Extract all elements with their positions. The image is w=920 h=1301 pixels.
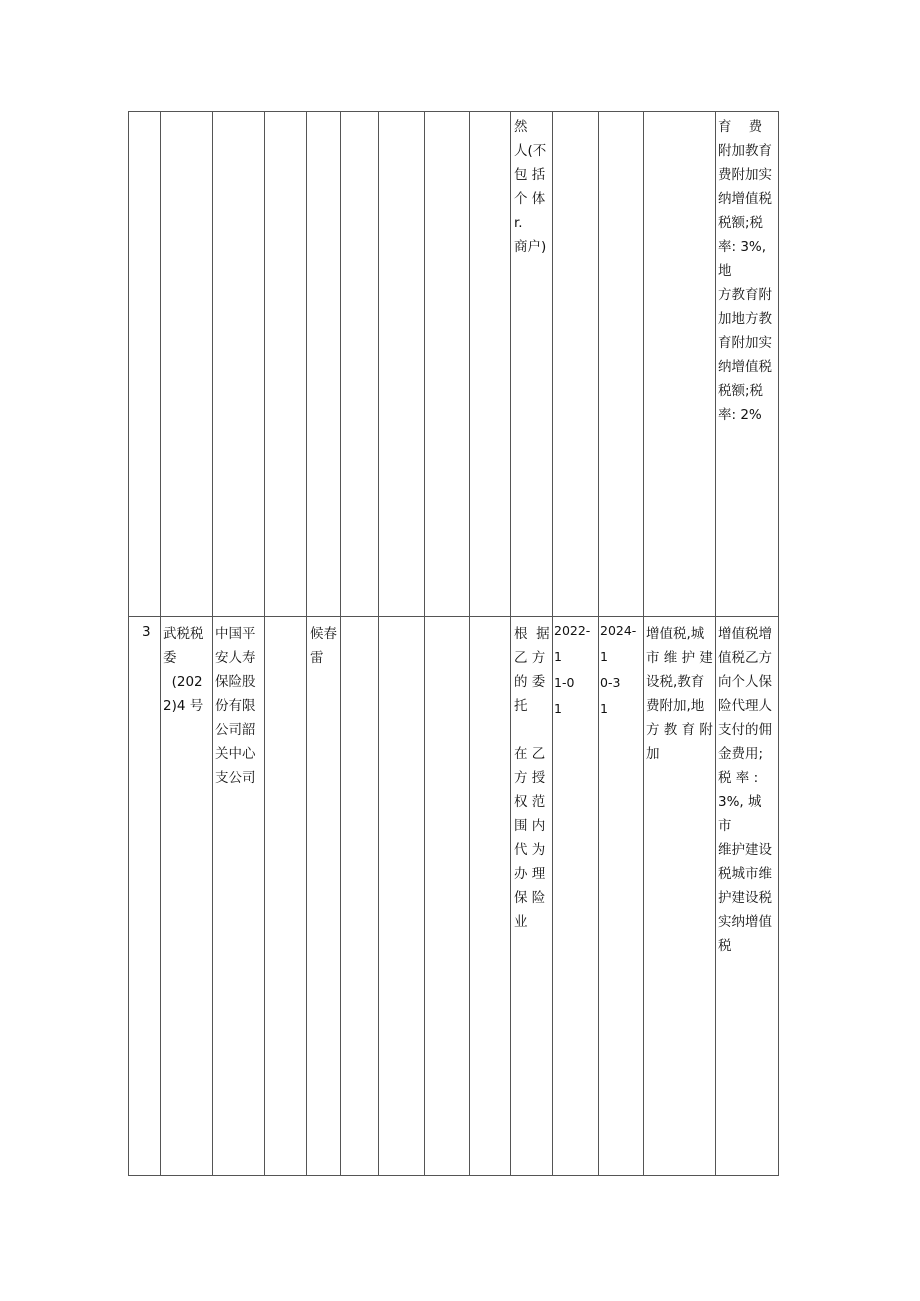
- column-divider: [340, 111, 341, 1176]
- row1-scope-cell: 然 人(不 包 括 个 体 r. 商户): [514, 119, 547, 255]
- column-divider: [598, 111, 599, 1176]
- column-divider: [510, 111, 511, 1176]
- row2-tax-type-cell: 增值税,城 市 维 护 建 设税,教育 费附加,地 方 教 育 附 加: [646, 626, 713, 762]
- table-border-bottom: [128, 1175, 779, 1176]
- column-divider: [160, 111, 161, 1176]
- row2-index-cell: 3: [142, 624, 151, 640]
- column-divider: [424, 111, 425, 1176]
- table-border-top: [128, 111, 779, 112]
- row2-person-cell: 候春 雷: [310, 626, 337, 666]
- row2-scope-cell: 根 据 乙 方 的 委 托 在 乙 方 授 权 范 围 内 代 为 办 理 保 险 业: [514, 626, 550, 930]
- row2-rate-desc-cell: 增值税增 值税乙方 向个人保 险代理人 支付的佣 金费用; 税 率 : 3%, 城 市 维护建设 税城市维 护建设税 实纳增值 税: [718, 626, 772, 954]
- table-border-right: [778, 111, 779, 1176]
- row2-company-cell: 中国平 安人寿 保险股 份有限 公司韶 关中心 支公司: [215, 626, 256, 786]
- tax-table: [128, 111, 779, 1176]
- column-divider: [643, 111, 644, 1176]
- column-divider: [469, 111, 470, 1176]
- column-divider: [264, 111, 265, 1176]
- column-divider: [715, 111, 716, 1176]
- table-border-left: [128, 111, 129, 1176]
- column-divider: [378, 111, 379, 1176]
- row2-end-date-cell: 2024- 1 0-3 1: [600, 623, 637, 716]
- row-divider: [128, 616, 779, 617]
- row2-start-date-cell: 2022- 1 1-0 1: [554, 623, 591, 716]
- row1-rate-desc-cell: 育 费 附加教育 费附加实 纳增值税 税额;税 率: 3%,地 方教育附 加地方教 育附加实 纳增值税 税额;税 率: 2%: [718, 119, 772, 423]
- column-divider: [212, 111, 213, 1176]
- row2-doc-no-cell: 武税税 委 (202 2)4 号: [163, 626, 204, 714]
- column-divider: [306, 111, 307, 1176]
